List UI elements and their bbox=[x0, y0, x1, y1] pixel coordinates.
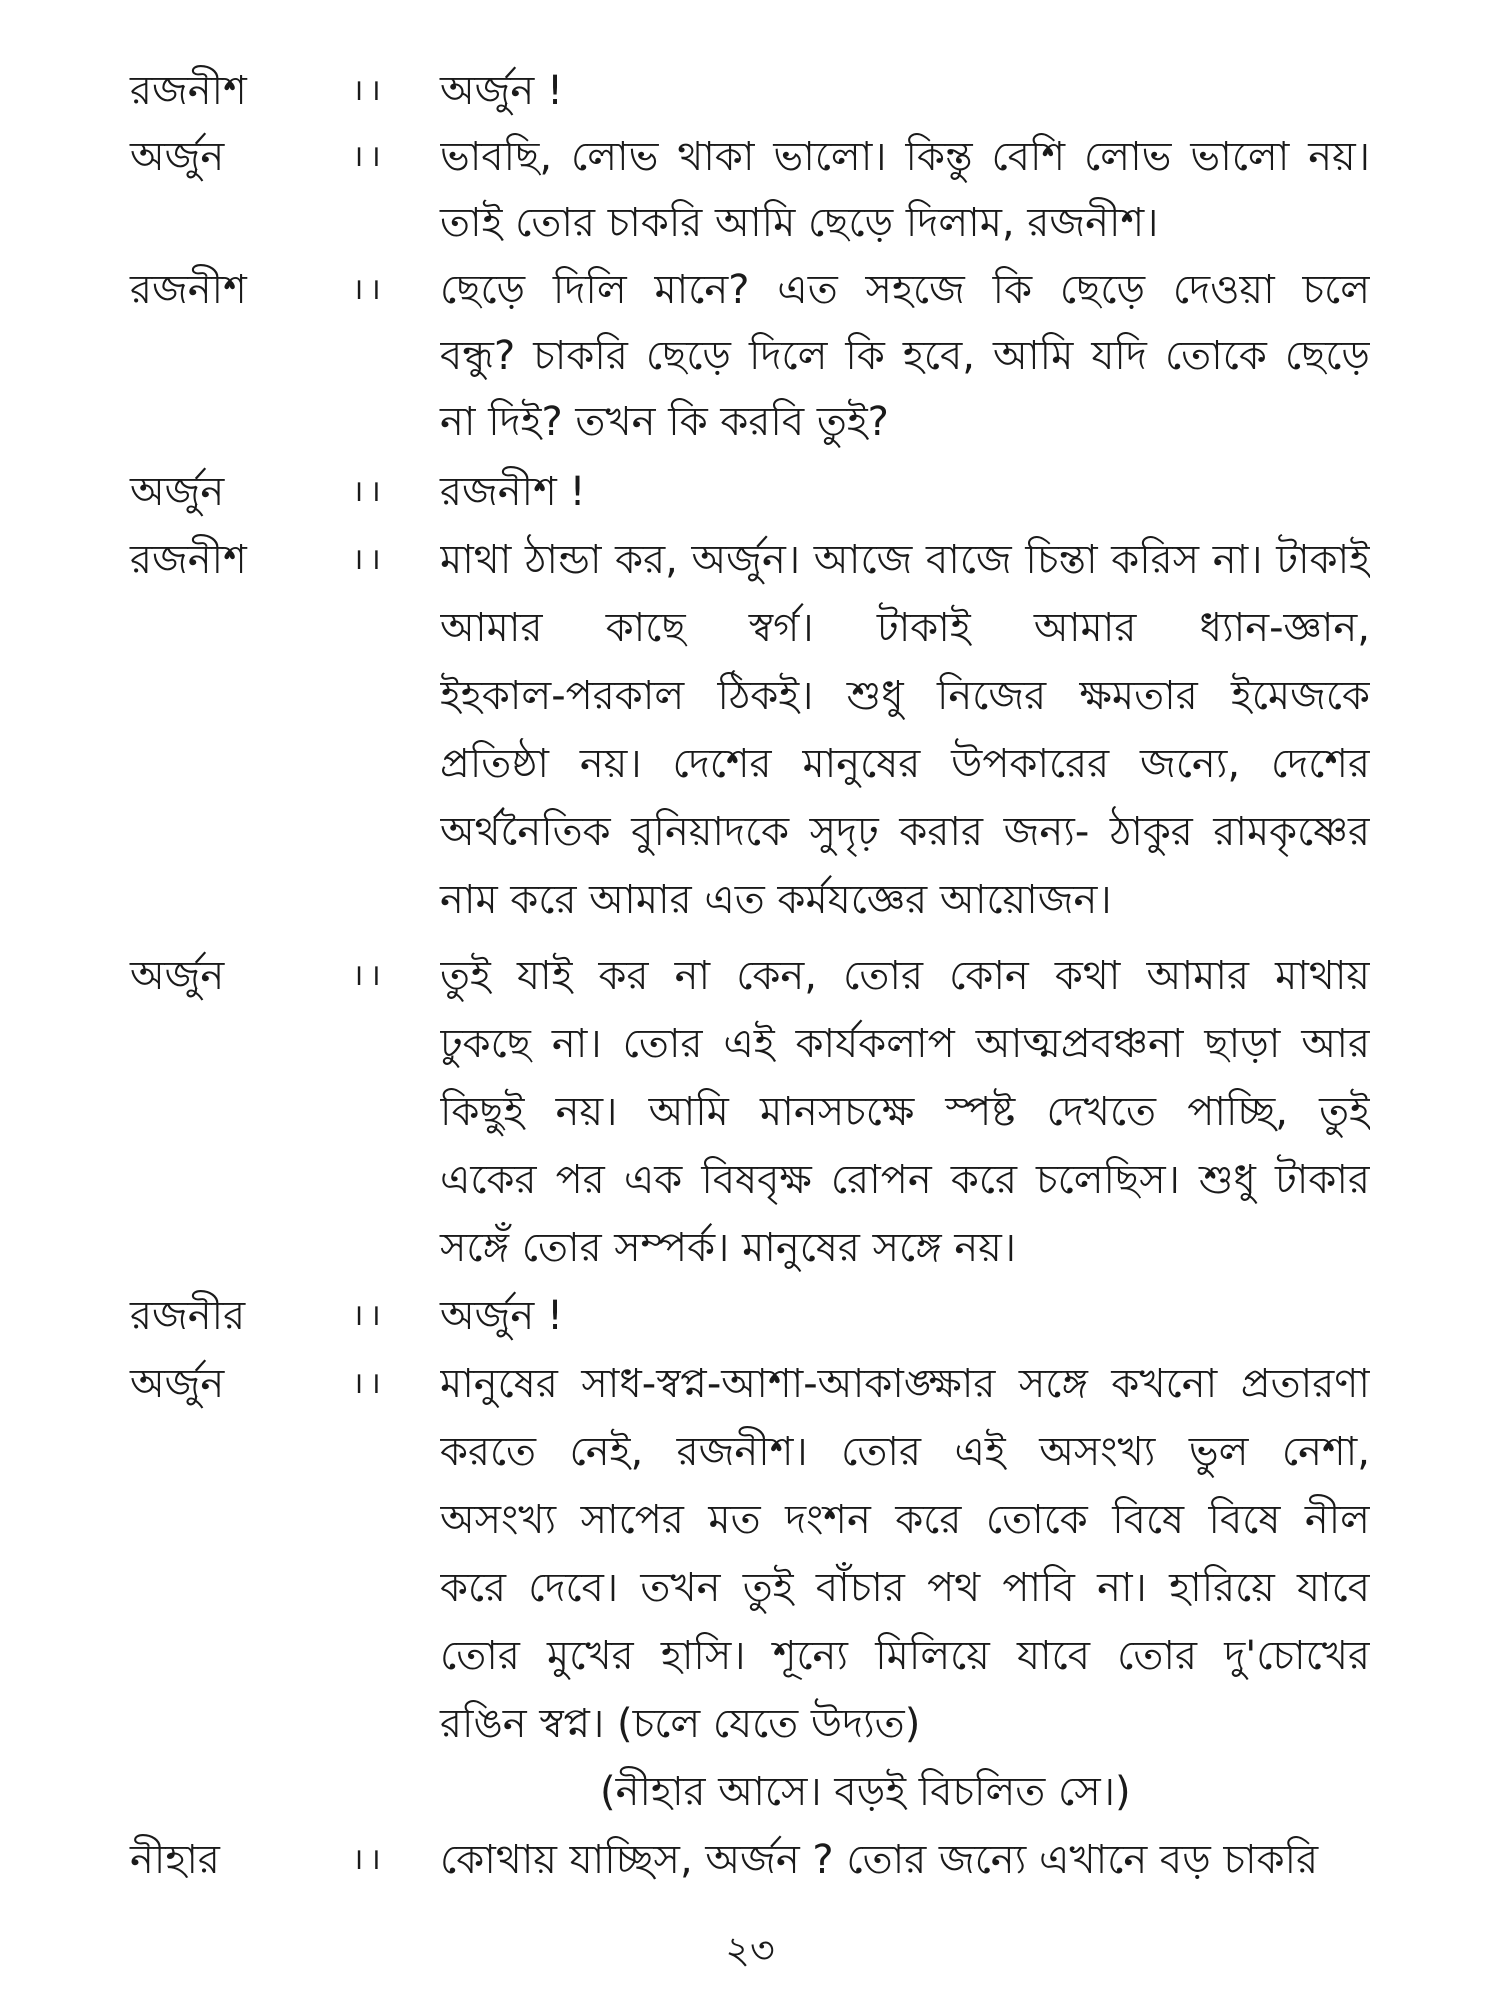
dialogue-line bbox=[0, 595, 1500, 661]
dialogue-text: মানুষের সাধ-স্বপ্ন-আশা-আকাঙ্ক্ষার সঙ্গে কখনো প্রতারণা bbox=[440, 1361, 1370, 1407]
dialogue-line bbox=[0, 389, 1500, 455]
dialogue-text: অর্জুন ! bbox=[440, 68, 564, 114]
dialogue-text: তাই তোর চাকরি আমি ছেড়ে দিলাম, রজনীশ। bbox=[440, 200, 1159, 246]
dialogue-text: করতে নেই, রজনীশ। তোর এই অসংখ্য ভুল নেশা, bbox=[440, 1429, 1370, 1475]
dialogue-text: তোর মুখের হাসি। শূন্যে মিলিয়ে যাবে তোর দু'চোখের bbox=[440, 1633, 1370, 1679]
speaker-separator: ।। bbox=[352, 1366, 387, 1401]
speaker-name: অর্জুন bbox=[130, 134, 225, 180]
dialogue-line bbox=[0, 1555, 1500, 1621]
dialogue-text: কিছুই নয়। আমি মানসচক্ষে স্পষ্ট দেখতে পাচ্ছি, তুই bbox=[440, 1089, 1370, 1135]
dialogue-line bbox=[0, 1147, 1500, 1213]
dialogue-line bbox=[0, 1419, 1500, 1485]
dialogue-line bbox=[0, 58, 1500, 124]
dialogue-line bbox=[0, 1079, 1500, 1145]
dialogue-text: মাথা ঠান্ডা কর, অর্জুন। আজে বাজে চিন্তা করিস না। টাকাই bbox=[440, 537, 1370, 583]
dialogue-text: ভাবছি, লোভ থাকা ভালো। কিন্তু বেশি লোভ ভালো নয়। bbox=[440, 134, 1370, 180]
dialogue-line bbox=[0, 190, 1500, 256]
stage-direction-line bbox=[0, 1759, 1500, 1825]
speaker-name: অর্জুন bbox=[130, 469, 225, 515]
dialogue-text: কোথায় যাচ্ছিস, অর্জন ? তোর জন্যে এখানে বড় চাকরি bbox=[440, 1837, 1319, 1883]
dialogue-text: ইহকাল-পরকাল ঠিকই। শুধু নিজের ক্ষমতার ইমেজকে bbox=[440, 673, 1370, 719]
dialogue-line bbox=[0, 1283, 1500, 1349]
speaker-separator: ।। bbox=[352, 272, 387, 307]
dialogue-text: আমার কাছে স্বর্গ। টাকাই আমার ধ্যান-জ্ঞান, bbox=[440, 605, 1370, 651]
dialogue-text: রঙিন স্বপ্ন। (চলে যেতে উদ্যত) bbox=[440, 1701, 921, 1747]
speaker-separator: ।। bbox=[352, 542, 387, 577]
dialogue-line bbox=[0, 731, 1500, 797]
speaker-separator: ।। bbox=[352, 1842, 387, 1877]
stage-direction: (নীহার আসে। বড়ই বিচলিত সে।) bbox=[600, 1769, 1131, 1815]
dialogue-text: করে দেবে। তখন তুই বাঁচার পথ পাবি না। হারিয়ে যাবে bbox=[440, 1565, 1370, 1611]
dialogue-line bbox=[0, 1351, 1500, 1417]
dialogue-text: ঢুকছে না। তোর এই কার্যকলাপ আত্মপ্রবঞ্চনা ছাড়া আর bbox=[440, 1021, 1370, 1067]
dialogue-text: তুই যাই কর না কেন, তোর কোন কথা আমার মাথায় bbox=[440, 953, 1370, 999]
speaker-name: রজনীশ bbox=[130, 267, 247, 313]
speaker-separator: ।। bbox=[352, 958, 387, 993]
dialogue-line bbox=[0, 943, 1500, 1009]
dialogue-line bbox=[0, 124, 1500, 190]
dialogue-text: নাম করে আমার এত কর্মযজ্ঞের আয়োজন। bbox=[440, 877, 1112, 923]
dialogue-line bbox=[0, 1011, 1500, 1077]
speaker-separator: ।। bbox=[352, 1298, 387, 1333]
dialogue-line bbox=[0, 1215, 1500, 1281]
speaker-name: রজনীশ bbox=[130, 537, 247, 583]
dialogue-line bbox=[0, 1487, 1500, 1553]
speaker-name: রজনীশ bbox=[130, 68, 247, 114]
speaker-separator: ।। bbox=[352, 139, 387, 174]
speaker-name: রজনীর bbox=[130, 1293, 246, 1339]
dialogue-line bbox=[0, 527, 1500, 593]
dialogue-text: প্রতিষ্ঠা নয়। দেশের মানুষের উপকারের জন্যে, দেশের bbox=[440, 741, 1370, 787]
dialogue-line bbox=[0, 1623, 1500, 1689]
dialogue-text: ছেড়ে দিলি মানে? এত সহজে কি ছেড়ে দেওয়া চলে bbox=[440, 267, 1370, 313]
dialogue-line bbox=[0, 257, 1500, 323]
speaker-separator: ।। bbox=[352, 73, 387, 108]
speaker-name: অর্জুন bbox=[130, 1361, 225, 1407]
dialogue-text: বন্ধু? চাকরি ছেড়ে দিলে কি হবে, আমি যদি তোকে ছেড়ে bbox=[440, 333, 1370, 379]
speaker-separator: ।। bbox=[352, 474, 387, 509]
dialogue-text: অর্জুন ! bbox=[440, 1293, 564, 1339]
speaker-name: নীহার bbox=[130, 1837, 220, 1883]
dialogue-text: রজনীশ ! bbox=[440, 469, 586, 515]
dialogue-line bbox=[0, 459, 1500, 525]
dialogue-text: সঙ্গেঁ তোর সম্পর্ক। মানুষের সঙ্গে নয়। bbox=[440, 1225, 1017, 1271]
dialogue-text: না দিই? তখন কি করবি তুই? bbox=[440, 399, 889, 445]
dialogue-line bbox=[0, 323, 1500, 389]
dialogue-line bbox=[0, 663, 1500, 729]
dialogue-line bbox=[0, 1827, 1500, 1893]
dialogue-line bbox=[0, 799, 1500, 865]
speaker-name: অর্জুন bbox=[130, 953, 225, 999]
page-number: ২৩ bbox=[725, 1928, 775, 1972]
dialogue-text: একের পর এক বিষবৃক্ষ রোপন করে চলেছিস। শুধু টাকার bbox=[440, 1157, 1370, 1203]
dialogue-line bbox=[0, 867, 1500, 933]
dialogue-text: অসংখ্য সাপের মত দংশন করে তোকে বিষে বিষে নীল bbox=[440, 1497, 1370, 1543]
dialogue-line bbox=[0, 1691, 1500, 1757]
dialogue-text: অর্থনৈতিক বুনিয়াদকে সুদৃঢ় করার জন্য- ঠাকুর রামকৃষ্ণের bbox=[440, 809, 1370, 855]
